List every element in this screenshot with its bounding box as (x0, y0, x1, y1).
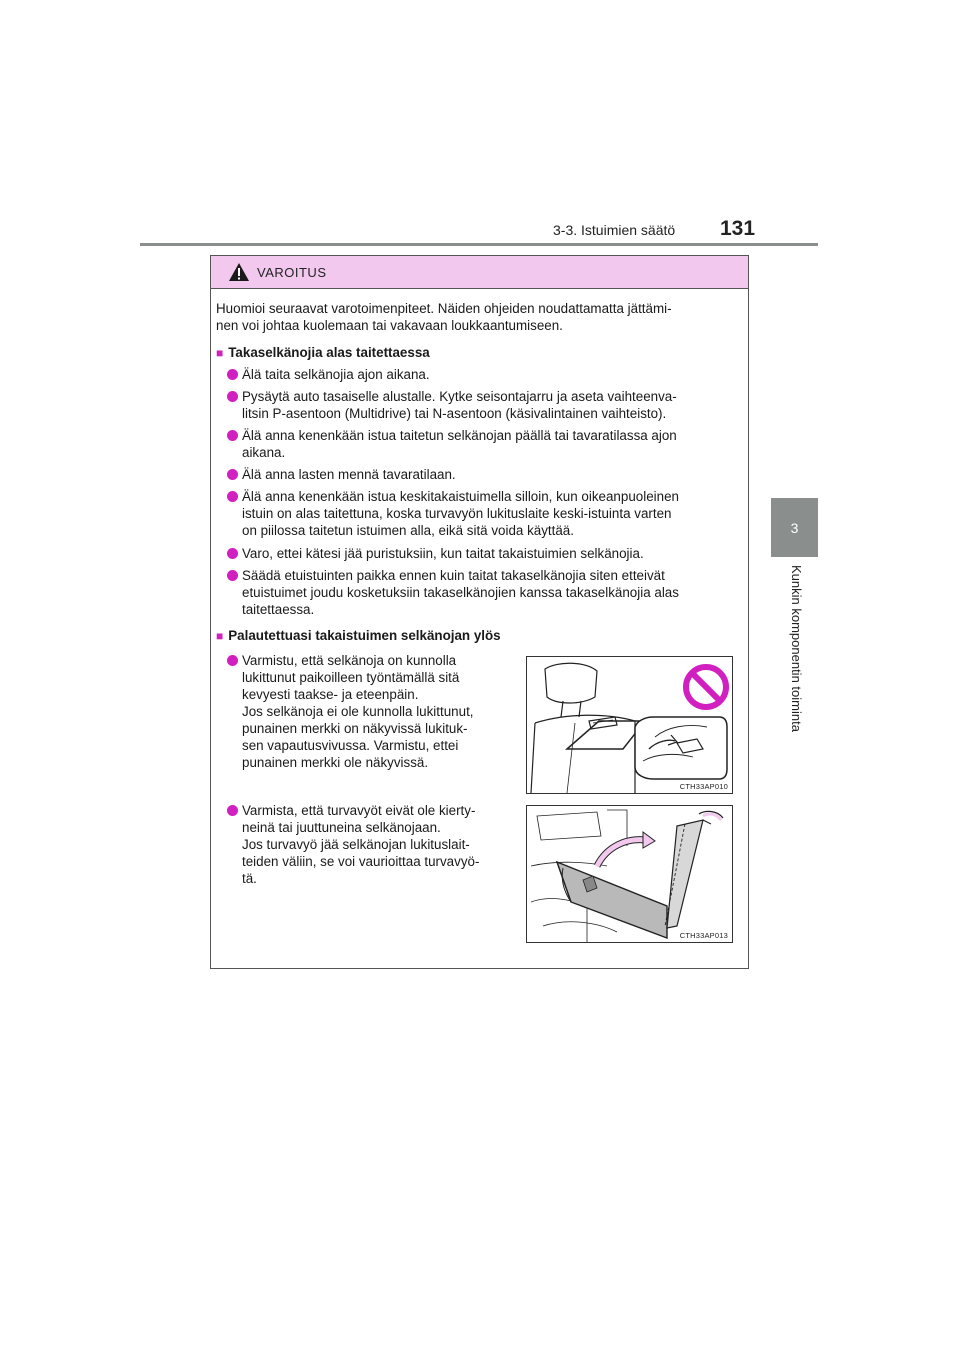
bullet-dot-icon (227, 469, 238, 480)
warning-box (210, 255, 749, 969)
section-heading-text: Palautettuasi takaistuimen selkänojan ylös (228, 628, 501, 643)
item-line: Varmista, että turvavyöt eivät ole kierty- (242, 803, 476, 818)
item-line: Älä taita selkänojia ajon aikana. (242, 367, 430, 382)
bullet-dot-icon (227, 430, 238, 441)
item-line: Pysäytä auto tasaiselle alustalle. Kytke seisontajarru ja aseta vaihteenva- (242, 389, 677, 404)
bullet-dot-icon (227, 655, 238, 666)
item-line: tä. (242, 871, 257, 886)
item-line: etuistuimet joudu kosketuksiin takaselkänojien kanssa takaselkänojia alas (242, 585, 679, 600)
item-line: neinä tai juuttuneina selkänojaan. (242, 820, 441, 835)
list-item (227, 427, 744, 461)
list-item (227, 567, 744, 618)
list-item (227, 545, 744, 562)
list-item (227, 652, 517, 771)
item-line: istuin on alas taitettuna, koska turvavyön lukituslaite keski-istuinta varten (242, 506, 672, 521)
warning-title: VAROITUS (257, 265, 327, 280)
item-line: lukittunut paikoilleen työntämällä sitä (242, 670, 460, 685)
bullet-dot-icon (227, 391, 238, 402)
list-item (227, 388, 744, 422)
list-item (227, 366, 744, 383)
figure-seatbelt (526, 805, 733, 943)
item-line: taitettaessa. (242, 602, 315, 617)
prohibition-icon (682, 663, 730, 711)
item-line: Jos selkänoja ei ole kunnolla lukittunut, (242, 704, 474, 719)
warning-triangle-icon (228, 262, 250, 282)
page-number: 131 (720, 217, 756, 240)
header-rule (140, 243, 818, 246)
item-line: Älä anna lasten mennä tavaratilaan. (242, 467, 456, 482)
item-line: teiden väliin, se voi vaurioittaa turvavyö- (242, 854, 480, 869)
square-bullet-icon: ■ (216, 346, 224, 360)
item-line: sen vapautusvivussa. Varmistu, ettei (242, 738, 459, 753)
chapter-title-vertical (789, 565, 808, 765)
item-line: Jos turvavyö jää selkänojan lukituslait- (242, 837, 470, 852)
figure-seat-lock (526, 656, 733, 794)
section-heading-folding (216, 344, 430, 362)
item-line: punainen merkki on näkyvissä lukituk- (242, 721, 468, 736)
chapter-title: Kunkin komponentin toiminta (789, 565, 804, 732)
section-heading-text: Takaselkänojia alas taitettaessa (228, 345, 430, 360)
item-line: Varo, ettei kätesi jää puristuksiin, kun taitat takaistuimien selkänojia. (242, 546, 644, 561)
bullet-dot-icon (227, 369, 238, 380)
figure-code: CTH33AP010 (679, 782, 728, 791)
intro-line: nen voi johtaa kuolemaan tai vakavaan loukkaantumiseen. (216, 318, 563, 333)
warning-header (211, 256, 748, 289)
item-line: Säädä etuistuinten paikka ennen kuin taitat takaselkänojia siten etteivät (242, 568, 665, 583)
list-item (227, 466, 744, 483)
intro-line: Huomioi seuraavat varotoimenpiteet. Näiden ohjeiden noudattamatta jättämi- (216, 301, 672, 316)
square-bullet-icon: ■ (216, 629, 224, 643)
figure-code: CTH33AP013 (679, 931, 728, 940)
bullet-dot-icon (227, 491, 238, 502)
item-line: litsin P-asentoon (Multidrive) tai N-asentoon (käsivalintainen vaihteisto). (242, 406, 667, 421)
item-line: on piilossa taitetun istuimen alla, eikä sitä voida käyttää. (242, 523, 574, 538)
chapter-number: 3 (790, 519, 799, 536)
item-line: Varmistu, että selkänoja on kunnolla (242, 653, 457, 668)
item-line: kevyesti taakse- ja eteenpäin. (242, 687, 419, 702)
item-line: Älä anna kenenkään istua taitetun selkänojan päällä tai tavaratilassa ajon (242, 428, 677, 443)
bullet-dot-icon (227, 548, 238, 559)
chapter-tab (771, 498, 818, 557)
item-line: punainen merkki ole näkyvissä. (242, 755, 429, 770)
item-line: Älä anna kenenkään istua keskitakaistuimella silloin, kun oikeanpuoleinen (242, 489, 679, 504)
bullet-dot-icon (227, 570, 238, 581)
section-heading-restoring (216, 627, 501, 645)
section-title: 3-3. Istuimien säätö (553, 222, 676, 238)
list-item (227, 802, 517, 887)
warning-intro (216, 300, 743, 334)
seatbelt-illustration (527, 806, 732, 942)
list-item (227, 488, 744, 539)
item-line: aikana. (242, 445, 286, 460)
bullet-dot-icon (227, 805, 238, 816)
